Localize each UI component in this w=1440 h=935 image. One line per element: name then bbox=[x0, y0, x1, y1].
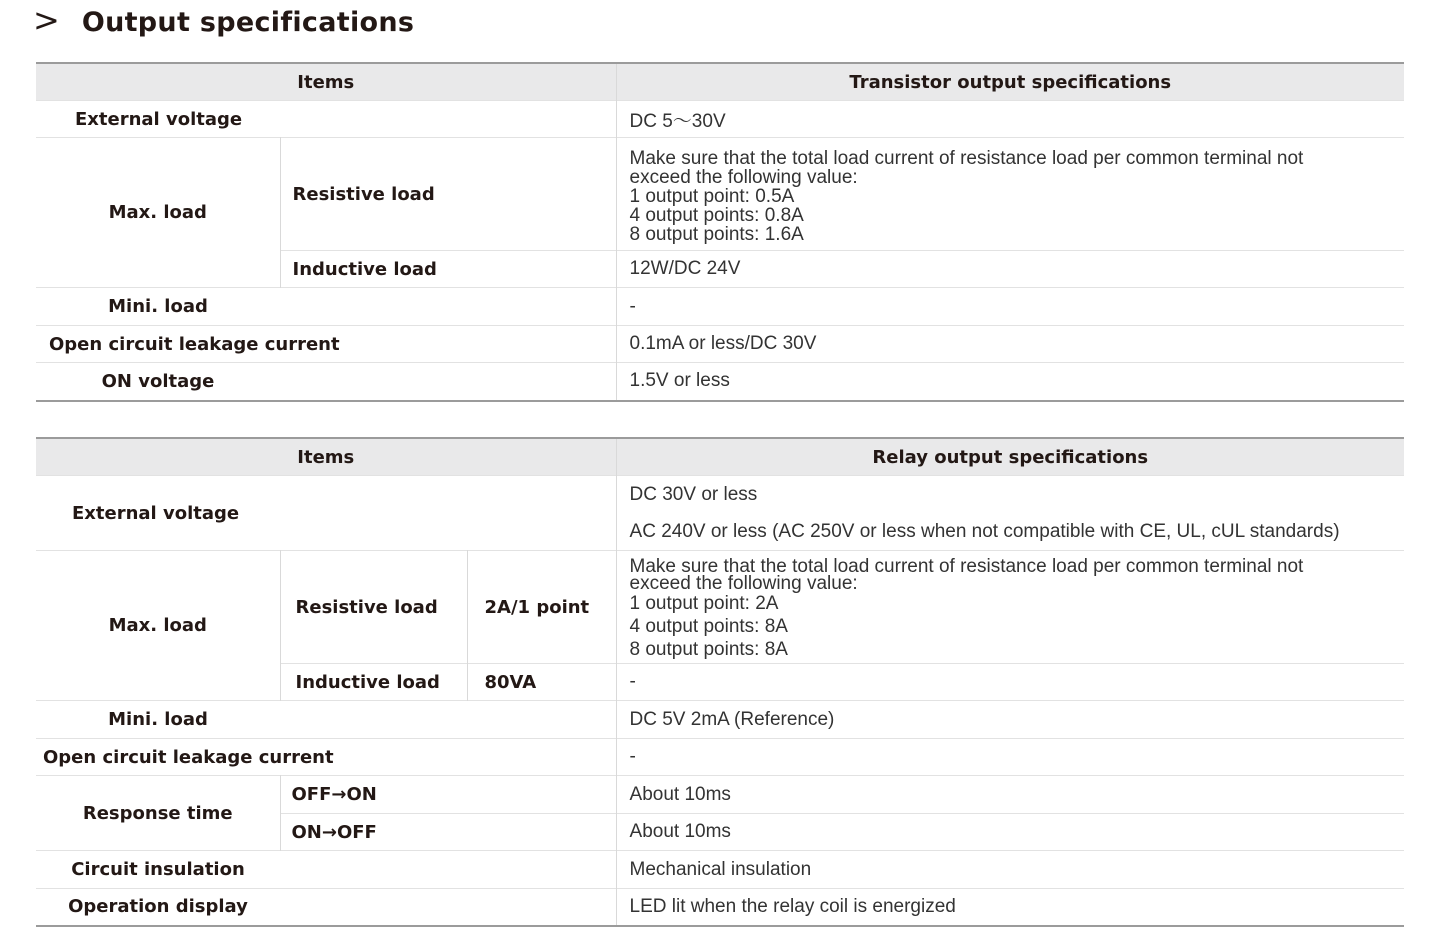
row-value-on-voltage: 1.5V or less bbox=[616, 363, 1404, 401]
table-row bbox=[36, 326, 1404, 363]
table-row bbox=[36, 889, 1404, 926]
chevron-right-icon: > bbox=[33, 1, 60, 39]
row-label-operation-display: Operation display bbox=[68, 896, 248, 918]
resistive-line: Make sure that the total load current of resistance load per common terminal not bbox=[629, 147, 1304, 169]
row-label-leakage-current: Open circuit leakage current bbox=[49, 333, 340, 355]
row-label-resistive-load: Resistive load bbox=[280, 551, 467, 664]
transistor-spec-table bbox=[36, 62, 1404, 402]
row-rating-inductive-load: 80VA bbox=[467, 664, 616, 701]
row-value-circuit-insulation: Mechanical insulation bbox=[616, 851, 1404, 889]
table-row bbox=[36, 288, 1404, 326]
row-value-leakage-current: - bbox=[616, 739, 1404, 776]
row-label-on-off: ON→OFF bbox=[280, 814, 616, 851]
row-label-on-voltage: ON voltage bbox=[101, 370, 215, 392]
header-items: Items bbox=[36, 63, 616, 101]
table-row bbox=[36, 701, 1404, 739]
row-label-circuit-insulation: Circuit insulation bbox=[71, 859, 245, 880]
row-label-inductive-load: Inductive load bbox=[280, 251, 616, 288]
row-value-external-voltage bbox=[616, 476, 1404, 551]
row-label-leakage-current: Open circuit leakage current bbox=[43, 746, 334, 768]
resistive-line: 1 output point: 2A bbox=[629, 592, 779, 614]
row-label-mini-load: Mini. load bbox=[108, 296, 208, 317]
table-row bbox=[36, 101, 1404, 138]
row-value-mini-load: DC 5V 2mA (Reference) bbox=[616, 701, 1404, 739]
row-value-mini-load: - bbox=[616, 288, 1404, 326]
table-row bbox=[36, 851, 1404, 889]
resistive-line: exceed the following value: bbox=[629, 166, 858, 188]
row-value-resistive-load bbox=[616, 138, 1404, 251]
row-rating-resistive-load: 2A/1 point bbox=[467, 551, 616, 664]
resistive-line: exceed the following value: bbox=[629, 572, 858, 594]
row-value-resistive-load bbox=[616, 551, 1404, 664]
header-transistor-spec: Transistor output specifications bbox=[616, 63, 1404, 101]
table-row bbox=[36, 739, 1404, 776]
row-label-external-voltage: External voltage bbox=[75, 108, 243, 130]
resistive-line: 8 output points: 8A bbox=[629, 638, 788, 660]
resistive-line: 4 output points: 8A bbox=[629, 615, 788, 637]
row-label-max-load: Max. load bbox=[108, 202, 207, 223]
table-row bbox=[36, 551, 1404, 664]
row-value-operation-display: LED lit when the relay coil is energized bbox=[616, 889, 1404, 926]
table-header-row bbox=[36, 63, 1404, 101]
row-label-max-load: Max. load bbox=[108, 615, 207, 636]
row-value-on-off: About 10ms bbox=[616, 814, 1404, 851]
table-row bbox=[36, 138, 1404, 251]
page-title: Output specifications bbox=[81, 6, 415, 38]
header-relay-spec: Relay output specifications bbox=[616, 438, 1404, 476]
section-heading bbox=[33, 2, 414, 42]
row-label-external-voltage: External voltage bbox=[72, 502, 240, 524]
table-header-row bbox=[36, 438, 1404, 476]
table-row bbox=[36, 476, 1404, 551]
row-label-inductive-load: Inductive load bbox=[280, 664, 467, 701]
row-value-inductive-load: 12W/DC 24V bbox=[616, 251, 1404, 288]
row-value-leakage-current: 0.1mA or less/DC 30V bbox=[616, 326, 1404, 363]
row-label-off-on: OFF→ON bbox=[280, 776, 616, 814]
row-label-response-time: Response time bbox=[82, 802, 233, 824]
external-voltage-ac: AC 240V or less (AC 250V or less when not compatible with CE, UL, cUL standards) bbox=[629, 521, 1340, 542]
resistive-line: 4 output points: 0.8A bbox=[629, 204, 804, 226]
row-value-external-voltage: DC 5～30V bbox=[616, 101, 1404, 138]
resistive-line: 1 output point: 0.5A bbox=[629, 185, 795, 207]
row-label-resistive-load: Resistive load bbox=[280, 138, 616, 251]
resistive-line: 8 output points: 1.6A bbox=[629, 223, 804, 245]
header-items: Items bbox=[36, 438, 616, 476]
table-row bbox=[36, 363, 1404, 401]
row-label-mini-load: Mini. load bbox=[108, 709, 208, 730]
external-voltage-dc: DC 30V or less bbox=[629, 484, 758, 505]
row-value-off-on: About 10ms bbox=[616, 776, 1404, 814]
resistive-line: Make sure that the total load current of resistance load per common terminal not bbox=[629, 555, 1304, 577]
row-value-inductive-load: - bbox=[616, 664, 1404, 701]
relay-spec-table bbox=[36, 437, 1404, 927]
table-row bbox=[36, 776, 1404, 814]
